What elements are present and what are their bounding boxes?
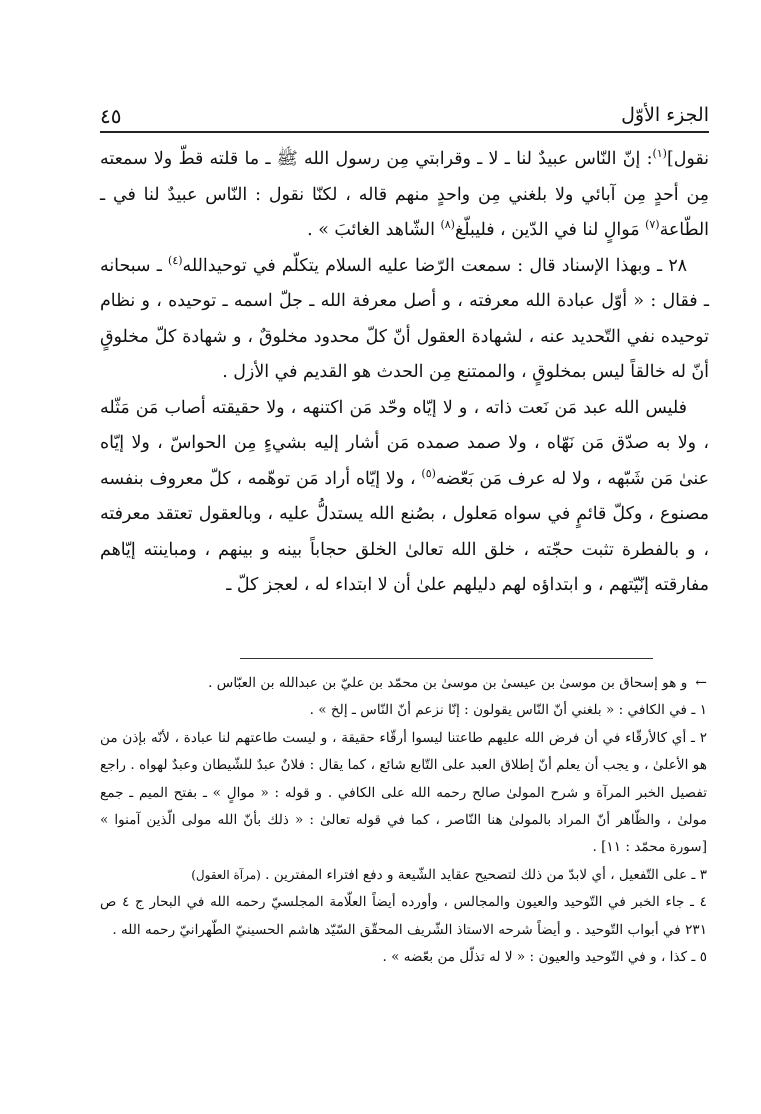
footnote-ref-8: (٨) [440,218,455,232]
footnote-ref-1: (١) [652,147,667,161]
footnote-ref-4: (٤) [168,253,183,267]
footnotes [100,670,707,971]
footnote-5: ٥ ـ كذا ، و في التّوحيد والعيون : « لا له تذلّل من بعّضه » . [382,949,707,966]
footnote-1: ١ ـ في الكافي : « بلغني أنّ النّاس يقولون : إنّا نزعم أنّ النّاس ـ إلخ » . [309,702,707,719]
arrow-left-icon: ← [695,675,707,691]
paragraph-2: ٢٨ ـ وبهذا الإسناد قال : سمعت الرّضا عليه السلام يتكلّم في توحيدالله$^{(٤)}$ ـ سبحانه ـ فقال : « أوّل عبادة الله معرفته ، و أصل معرفة الله ـ جلّ اسمه ـ توحيده ، و نظام توحيده نفي التّحديد عنه ، لشهادة العقول أنّ كلّ محدود مخلوقٌ ، و شهادة كلّ مخلوقٍ أنّ له خالقاً ليس بمخلوقٍ ، والممتنع مِن الحدث هو القديم في الأزل . [100,253,709,382]
header-rule [100,131,709,133]
page-header [100,100,709,130]
footnote-3-source: (مرآة العقول) [191,867,261,882]
main-text [100,142,709,604]
footnote-ref-5: (٥) [421,466,436,480]
footnote-3: ٣ ـ على التّفعيل ، أي لابدّ من ذلك لتصحيح عقايد الشّيعة و دفع افتراء المفترين . (مرآة العقول) [191,866,707,883]
paragraph-1: نقول]$^{(١)}$: إنّ النّاس عبيدٌ لنا ـ لا ـ وقرابتي مِن رسول الله ﷺ ـ ما قلته قطّ ولا سمعته مِن أحدٍ مِن آبائي ولا بلغني مِن واحدٍ منهم قاله ، لكنّا نقول : النّاس عبيدٌ لنا في ـ الطّاعة$^{(٧)}$ مَوالٍ لنا في الدّين ، فليبلّغ$^{(٨)}$ الشّاهد الغائبَ » . [100,147,709,240]
footnote-2: ٢ ـ أي كالأرقّاء في أن فرض الله عليهم طاعتنا ليسوا أرقّاء حقيقة ، و ليست طاعتهم لنا عبادة ، لأنّه بإذن من هو الأعلىٰ ، و يجب أن يعلم أنّ إطلاق العبد على التّابع شائع ، كما يقال : فلانٌ عبدٌ للشّيطان وعبدٌ لهواه . راجع تفصيل الخبر المرآة و شرح المولىٰ صالح رحمه الله على الكافي . و قوله : « موالٍ » ـ بفتح الميم ـ جمع مولىٰ ، والظّاهر أنّ المراد بالمولىٰ هنا النّاصر ، كما في قوله تعالىٰ : « ذلك بأنّ الله مولى الّذين آمنوا » [سورة محمّد : ١١] . [100,729,707,856]
footnote-4: ٤ ـ جاء الخبر في التّوحيد والعيون والمجالس ، وأورده أيضاً العلّامة المجلسيّ رحمه الله في البحار ج ٤ ص ٢٣١ في أبواب التّوحيد . و أيضاً شرحه الاستاذ الشّريف المحقّق السّيّد هاشم الحسينيّ الطّهرانيّ رحمه الله . [100,894,707,938]
footnote-ref-7: (٧) [645,218,660,232]
running-title: الجزء الأوّل [621,104,709,126]
page-number: ٤٥ [100,104,122,128]
paragraph-3: فليس الله عبد مَن نَعت ذاته ، و لا إيّاه وحّد مَن اكتنهه ، ولا حقيقته أصاب مَن مَثّله ، ولا به صدّق مَن نَهّاه ، ولا صمد صمده مَن أشار إليه بشيءٍ مِن الحواسّ ، ولا إيّاه عنىٰ مَن شَبّهه ، ولا له عرف مَن بَعّضه$^{(٥)}$ ، ولا إيّاه أراد مَن توهّمه ، كلّ معروف بنفسه مصنوع ، وكلّ قائمٍ في سواه مَعلول ، بصُنع الله يستدلُّ عليه ، وبالعقول تعتقد معرفته ، و بالفطرة تثبت حجّته ، خلق الله تعالىٰ الخلق حجاباً بينه و بينهم ، ومباينته إيّاهم مفارقته إنّيّتهم ، و ابتداؤه لهم دليلهم علىٰ أن لا ابتداء له ، لعجز كلّ ـ [100,397,709,595]
footnote-continued: ←و هو إسحاق بن موسىٰ بن عيسىٰ بن موسىٰ بن محمّد بن عليّ بن عبدالله بن العبّاس . [100,670,707,697]
footnote-rule [240,658,653,659]
